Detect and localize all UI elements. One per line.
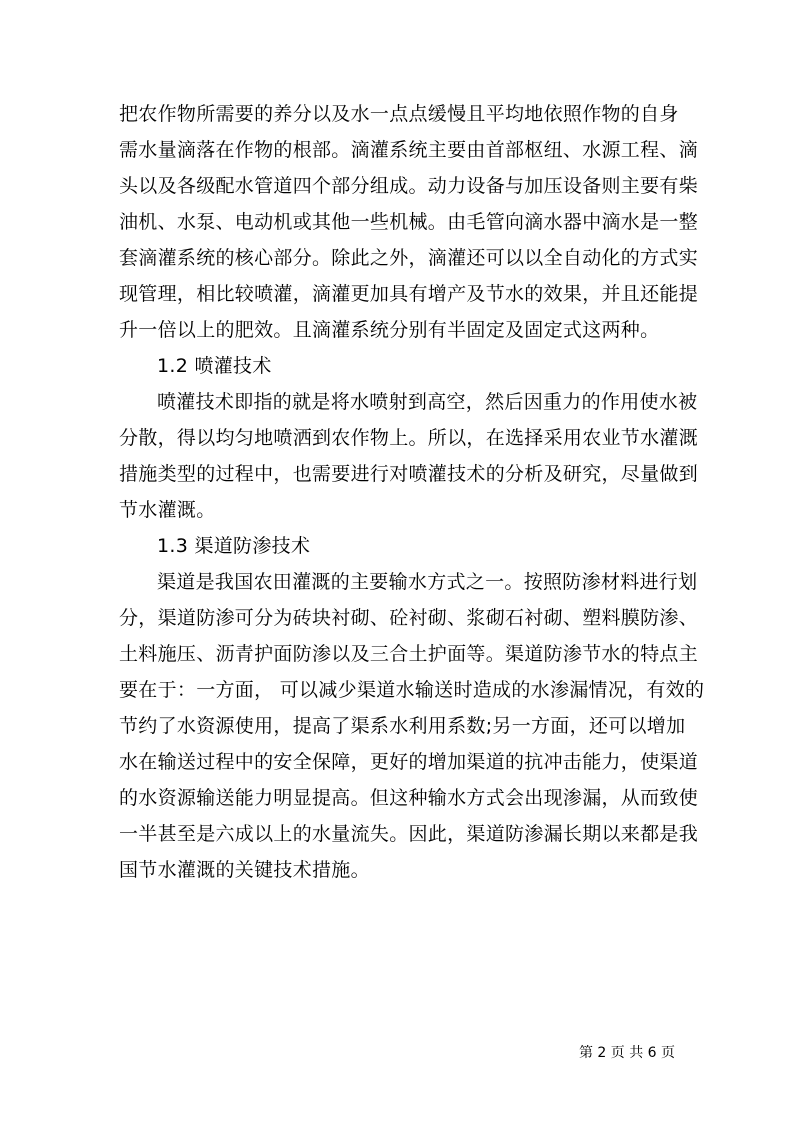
paragraph-line: 渠道是我国农田灌溉的主要输水方式之一。按照防渗材料进行划 [157,571,698,593]
section-heading-sprinkler: 1.2 喷灌技术 [157,355,272,377]
paragraph-line: 措施类型的过程中，也需要进行对喷灌技术的分析及研究，尽量做到 [119,463,699,485]
paragraph-line: 套滴灌系统的核心部分。除此之外，滴灌还可以以全自动化的方式实 [119,247,699,269]
paragraph-canal-seepage [119,564,705,888]
paragraph-line: 分散，得以均匀地喷洒到农作物上。所以，在选择采用农业节水灌溉 [119,427,699,449]
section-heading-canal-seepage: 1.3 渠道防渗技术 [157,535,311,557]
paragraph-line: 国节水灌溉的关键技术措施。 [119,859,370,881]
paragraph-line: 升一倍以上的肥效。且滴灌系统分别有半固定及固定式这两种。 [119,319,660,341]
page-footer [0,1042,794,1062]
paragraph-line: 把农作物所需要的养分以及水一点点缓慢且平均地依照作物的自身 [119,103,679,125]
paragraph-line: 水在输送过程中的安全保障，更好的增加渠道的抗冲击能力，使渠道 [119,751,699,773]
paragraph-line: 头以及各级配水管道四个部分组成。动力设备与加压设备则主要有柴 [119,175,699,197]
paragraph-line: 喷灌技术即指的就是将水喷射到高空，然后因重力的作用使水被 [157,391,698,413]
paragraph-line: 的水资源输送能力明显提高。但这种输水方式会出现渗漏，从而致使 [119,787,699,809]
paragraph-line: 一半甚至是六成以上的水量流失。因此，渠道防渗漏长期以来都是我 [119,823,699,845]
paragraph-line: 节水灌溉。 [119,499,216,521]
paragraph-line: 现管理，相比较喷灌，滴灌更加具有增产及节水的效果，并且还能提 [119,283,699,305]
paragraph-drip-irrigation [119,96,699,348]
page-content [119,96,705,888]
paragraph-line: 节约了水资源使用，提高了渠系水利用系数;另一方面，还可以增加 [119,715,686,737]
paragraph-line: 需水量滴落在作物的根部。滴灌系统主要由首部枢纽、水源工程、滴 [119,139,699,161]
page-number: 第 2 页 共 6 页 [578,1045,676,1061]
paragraph-sprinkler-irrigation [119,384,699,528]
paragraph-line: 要在于：一方面， 可以减少渠道水输送时造成的水渗漏情况，有效的 [119,679,705,701]
paragraph-line: 油机、水泵、电动机或其他一些机械。由毛管向滴水器中滴水是一整 [119,211,699,233]
paragraph-line: 分，渠道防渗可分为砖块衬砌、砼衬砌、浆砌石衬砌、塑料膜防渗、 [119,607,699,629]
paragraph-line: 土料施压、沥青护面防渗以及三合土护面等。渠道防渗节水的特点主 [119,643,699,665]
